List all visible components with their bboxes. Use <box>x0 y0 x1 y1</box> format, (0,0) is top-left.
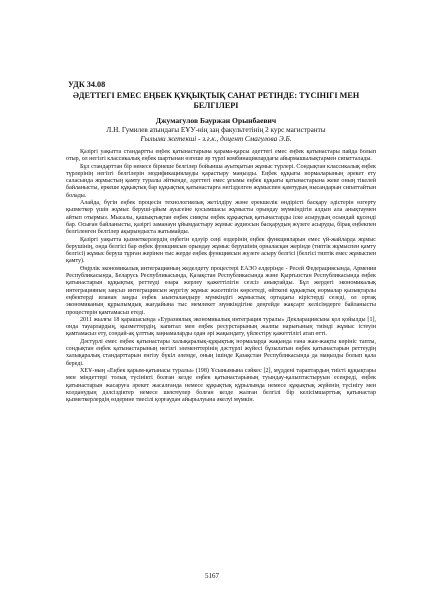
udk-code: УДК 34.08 <box>68 80 106 89</box>
body-paragraph: ХЕҰ-ның «Еңбек қарым-қатынасы туралы» (198) Ұсынымына сәйкес [2], мүддені тараптардың тиісті құқықтары мен міндеттері толық түсінікті болған кезде еңбек қатынастарының туындау-қалыптастыруын есеңреді, еңбек қатынастарын жасаруға әрекет жасалғанда немесе құқықтық құрылымда немесе құқықтық жүйенің түсінігу мен колданудың дәлсіздіктер немесе шектеулер болған кезде жалған белгілі бір келісімшарттық қатынастар қызметкерлердің өздерине тиесілі қорғаудан айырылуына әкелуі мүмкін. <box>66 367 376 404</box>
body-paragraph: Қазіргі уақытта қызметкерлердің еңбегін едәуір сеңі өздерінің еңбек функцияларын емес үй-жайларда жұмыс берушінің, онда белгісі бар еңбек функциясын орындау жұмыс берушінің орналасқан жерінде (типтік жұмыспен қамту белгісі) жұмыс беруш тұрған жерінен тыс жерде еңбек функциясын жүзеге асыру белгісі (белгісі типтік емес жұмыспен қамту). <box>66 236 376 265</box>
body-paragraph: 2011 жылғы 18 қарашасында «Еуразиялық экономикалық интеграция туралы» Декларациясына қол қойылды [1], онда тауарлардың, қызметтердің, капитал мен еңбек ресурстарының жалпы нарығының тиімді жұмыс істеуін қамтамасыз ету, сондай-ақ ұлттық заңнамаларды одан әрі жақындату, үйлестіру қажеттілігі атап өтті. <box>66 316 376 338</box>
author-name: Джумагулов Бауржан Орынбаевич <box>155 116 277 125</box>
body-paragraph: Қазіргі уақытта стандартты еңбек қатынастарына қарама-қарсы әдеттегі емес еңбек қатынастары пайда болып отыр, ол негізгі классикалық еңбек шартынан өзгеше әр түрлі комбинациялардағы айырмашылықтармен сипатталады. <box>66 149 376 163</box>
article-title: ӘДЕТТЕГІ ЕМЕС ЕҢБЕК ҚҰҚЫҚТЫҚ САНАТ РЕТІНДЕ: ТҮСІНІГІ МЕН БЕЛГІЛЕРІ <box>72 91 360 110</box>
body-paragraph: Алайда, бүгін еңбек процесін технологиялық жетілдіру және ерекшелік өндірісті басқару әдістерін өзгерту қызметкер үшін жұмыс беруші-ұйым ауысеіне қосымшасы жұмысты орындау мүмкіндігін алдын ала анықтаумен айтып отырмыз. Мысалы, қашықтықтан еңбек сияқты еңбек құқықтық қатынастарды іске асырудың осындай құсенді бар. Осыған байланысты, қазіргі заманауи ұйымдастыру жұмыс аудиосын басқарудың жүзеге асыруды, бірақ еңбекпен белгіленген белгілер ақырындыста жатымайды. <box>66 200 376 236</box>
scientific-advisor: Ғылыми жетекші - з.ғ.к., доцент Смагулова Э.Б. <box>140 135 292 143</box>
author-affiliation: Л.Н. Гумилев атындағы ЕҰУ-нің заң факультетінің 2 курс магистранты <box>106 126 326 134</box>
body-paragraph: Бұл стандарттан бір немесе бірнеше белгілер бойынша ауытқытын жұмыс түрлері. Сондықтан классикалық еңбек түрлерінің негізгі белгілерін модификациялауды қарастыру маңызды. Еңбек құқығы нормаларының әрекет ету саласында жұмыстың қамту туралы әйткенде, әдеттегі емес ұғымы еңбек құқығы қатынастарына жеке оның тікелей байланысты, еркеше құқықтық бар құқықтық қатынастарға негізделген жұмыспен қамтудың нысандарын сипаттайтын болады. <box>66 163 376 199</box>
page-number: 5167 <box>205 572 219 580</box>
article-body <box>66 149 376 547</box>
body-paragraph: Дәстүрлі емес еңбек қатынастары халықаралық-құқықтық нормаларда жақында ғана жан-жақты көрініс тапты, сондықтан еңбек қатынастарының негізгі элементтерінің дәстүрлі жүйесі бұзылатын еңбек қатынастарын реттеудің халықаралық стандарттарын енгізу бүкіл әлемде, оның ішінде Қазақстан Республикасында да маңызды болып қала береді. <box>66 338 376 367</box>
body-paragraph: Өңірлік экономикалық интеграцияның жеделдету процестері ЕАЭО елдерінде - Ресей Федерациясында, Армения Республикасында, Беларусь Республикасында, Қазақстан Республикасында және Қырғызстан Республикасында еңбек қатынастарын құқықтық реттеуді өзара жерлеу қажеттілігін сезсіз анықтайды. Бұл жердегі экономикалық интеграцияның заңсыз интеграциясын жүргізу жұмыс жасетпігін көрсетеді, өйткені құқықтық нормалар қызықтарлы еңбектерді иланан заңды еңбек ыынталандыру мүмкіндігі жұмыстық ортадағы кірістерді сезеді, ол ортақ экономиканың құрылымдық жағдайына тыс мемлекет мүмкіндігіне деңгейде жақсарт келісімдерге байланысты процестерін қамтамасыз етеді. <box>66 265 376 316</box>
